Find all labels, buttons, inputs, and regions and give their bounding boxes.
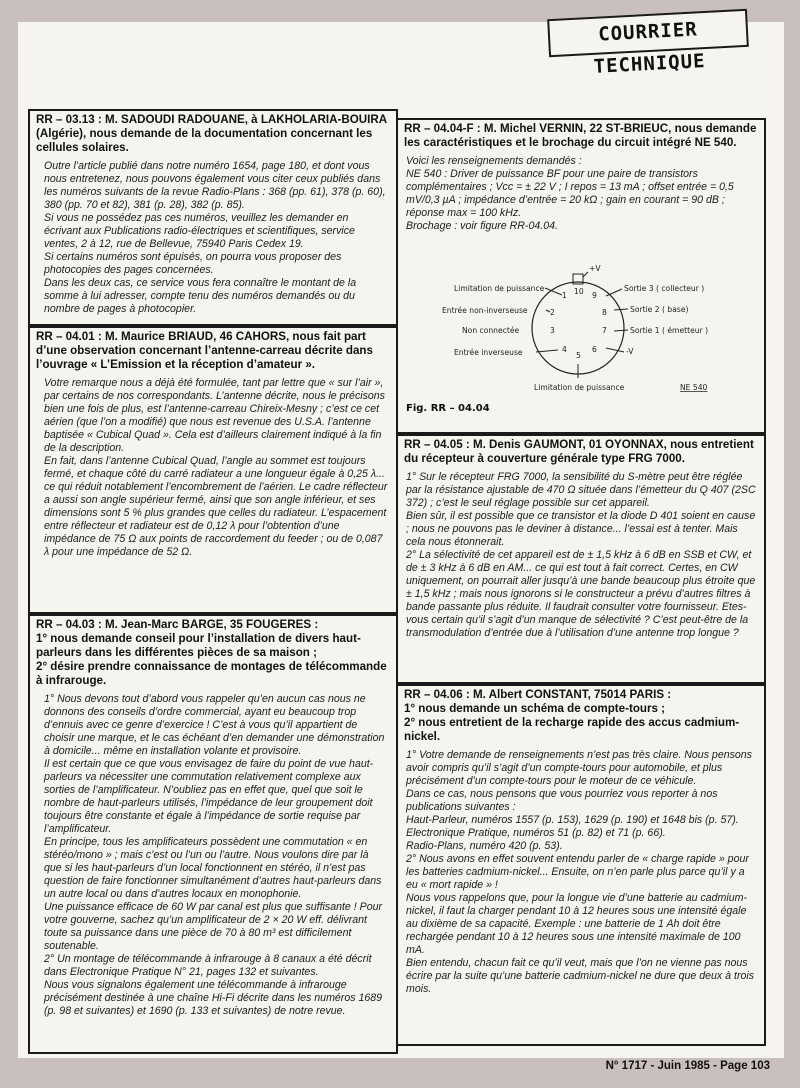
letter-header: RR – 04.06 : M. Albert CONSTANT, 75014 PARIS : 1° nous demande un schéma de compte-tours ; 2° nous entretient de la recharge rapide des accus cadmium-nickel. — [404, 688, 740, 743]
letter-header: RR – 04.03 : M. Jean-Marc BARGE, 35 FOUGERES : 1° nous demande conseil pour l’installation de divers haut-parleurs dans les différentes pièces de sa maison ; 2° désire prendre connaissance de montages de télécommande à infrarouge. — [36, 618, 387, 687]
lead-out1 — [614, 330, 628, 331]
paragraph: Une puissance efficace de 60 W par canal est plus que suffisante ! Pour votre gouverne, sachez qu’un amplificateur de 2 × 20 W eff. délivrant toute sa puissance dans une pièce de 70 à 80 m³ est difficilement soutenable. — [44, 901, 383, 952]
pin-5: 5 — [576, 351, 581, 360]
pin-6: 6 — [592, 345, 597, 354]
pin-8: 8 — [602, 308, 607, 317]
letter-body — [398, 749, 764, 996]
letter-body — [398, 155, 764, 233]
paragraph: 1° Votre demande de renseignements n’est pas très claire. Nous pensons avoir compris qu’il s’agit d’un compte-tours pour automobile, et plus précisément d’un compte-tours pour le moteur de ce véhicule. — [406, 749, 752, 787]
label-output-3: Sortie 3 ( collecteur ) — [624, 284, 705, 293]
lead-out2 — [614, 309, 628, 310]
paragraph: Bien sûr, il est possible que ce transistor et la diode D 401 soient en cause ; nous ne pouvons pas le deviner à distance... l’essai est à tenter. Mais cela nous étonnerait. — [406, 510, 756, 548]
paragraph: Nous vous rappelons que, pour la longue vie d’une batterie au cadmium-nickel, il faut la charger pendant 10 à 12 heures sous une intensité égale au dixième de sa capacité. Exemple : une batterie de 1 Ah doit être rechargée pendant 10 à 12 heures sous une intensité maximale de 100 mA. — [406, 892, 747, 956]
vplus-label: +V — [589, 264, 601, 273]
letter-body — [398, 471, 764, 640]
pin-4: 4 — [562, 345, 567, 354]
label-non-inverting-input: Entrée non-inverseuse — [442, 306, 528, 315]
letter-header: RR – 04.04-F : M. Michel VERNIN, 22 ST-BRIEUC, nous demande les caractéristiques et le brochage du circuit intégré NE 540. — [404, 122, 757, 149]
label-output-2: Sortie 2 ( base) — [630, 305, 689, 314]
letter-rr-04-06 — [396, 684, 766, 1046]
label-limit-bottom: Limitation de puissance — [534, 383, 625, 392]
paragraph: Brochage : voir figure RR-04.04. — [406, 220, 558, 232]
paragraph: Nous vous signalons également une télécommande à infrarouge précisément destinée à une chaîne Hi-Fi décrite dans les numéros 1689 (p. 98 et suivantes) et 1690 (p. 133 et suivantes) de notre revue. — [44, 979, 383, 1017]
label-inverting-input: Entrée inverseuse — [454, 348, 523, 357]
paragraph: Outre l’article publié dans notre numéro 1654, page 180, et dont vous nous entretenez, nous pouvons également vous citer ceux publiés dans les numéros suivants de la revue Radio-Plans : 368 (pp. 61), 378 (p. 60), 380 (pp. 70 et 82), 381 (p. 28), 382 (p. 85). — [44, 160, 386, 211]
paragraph: 2° Nous avons en effet souvent entendu parler de « charge rapide » pour les batteries cadmium-nickel... Ensuite, on n’en parle plus parce qu’il y a eu « mort rapide » ! — [406, 853, 749, 891]
paragraph: Electronique Pratique, numéros 51 (p. 82) et 71 (p. 66). — [406, 827, 666, 839]
paragraph: 2° La sélectivité de cet appareil est de ± 1,5 kHz à 6 dB en SSB et CW, et de ± 3 kHz à 6 dB en AM... ce qui est tout à fait correct. Certes, en CW uniquement, on pourrait aller jusqu’à une bande beaucoup plus étroite que ± 1,5 kHz ; mais nous ignorons si le constructeur a prévu d’autres filtres à bande passante plus réduite. Il faudrait consulter votre fournisseur. Etes-vous certain qu’il s’agit d’un manque de sélectivité ? C’est peut-être de la transmodulation d’entrée due à l’utilisation d’une antenne trop longue ? — [406, 549, 756, 639]
label-output-1: Sortie 1 ( émetteur ) — [630, 326, 709, 335]
lead-vminus — [606, 348, 624, 352]
pin-7: 7 — [602, 326, 607, 335]
lead-out3 — [606, 289, 622, 296]
paragraph: 1° Sur le récepteur FRG 7000, la sensibilité du S-mètre peut être réglée par la résistance ajustable de 470 Ω située dans l’émetteur du Q 407 (2SC 372) ; c’est le seul réglage possible sur cet appareil. — [406, 471, 756, 509]
paragraph: 1° Nous devons tout d’abord vous rappeler qu’en aucun cas nous ne donnons des conseils d’ordre commercial, ayant eu beaucoup trop d’ennuis avec ce genre d’exercice ! C’est à vous qu’il appartient de choisir une marque, et le cas échéant d’en demander une démonstration à domicile... même en installation volante et provisoire. — [44, 693, 385, 757]
chip-name-label: NE 540 — [680, 383, 708, 392]
pin-10: 10 — [574, 287, 584, 296]
paragraph: En principe, tous les amplificateurs possèdent une commutation « en stéréo/mono » ; mais c’est ou l’un ou l’autre. Nous voulons dire par là que si les haut-parleurs d’un local fonctionnent en stéréo, il n’est pas question de faire fonctionner simultanément d’autres haut-parleurs dans un autre local ou dans d’autres locaux en monophonie. — [44, 836, 382, 900]
paragraph: Radio-Plans, numéro 420 (p. 53). — [406, 840, 563, 852]
letter-rr-04-03 — [28, 614, 398, 1054]
letter-header: RR – 04.01 : M. Maurice BRIAUD, 46 CAHORS, nous fait part d’une observation concernant l’antenne-carreau décrite dans l’ouvrage « L’Emission et la réception d’amateur ». — [36, 330, 373, 371]
letter-body — [30, 160, 396, 316]
paragraph: Dans les deux cas, ce service vous fera connaître le montant de la somme à lui adresser, compte tenu des numéros demandés ou du nombre de pages à photocopier. — [44, 277, 357, 315]
letter-rr-04-04 — [396, 118, 766, 434]
pin-9: 9 — [592, 291, 597, 300]
label-limit-top: Limitation de puissance — [454, 284, 545, 293]
letter-body — [30, 377, 396, 559]
figure-caption: Fig. RR – 04.04 — [406, 403, 490, 414]
paragraph: Haut-Parleur, numéros 1557 (p. 153), 1629 (p. 190) et 1648 bis (p. 57). — [406, 814, 739, 826]
paragraph: Il est certain que ce que vous envisagez de faire du point de vue haut-parleurs va nécessiter une commutation relativement complexe aux sorties de l’amplificateur. N’oubliez pas en effet que, quel que soit le nombre de haut-parleurs utilisés, l’impédance de leur groupement doit toujours être constante et égale à l’impédance de sortie requise par l’amplificateur. — [44, 758, 374, 835]
letter-header: RR – 03.13 : M. SADOUDI RADOUANE, à LAKHOLARIA-BOUIRA (Algérie), nous demande de la documentation concernant les cellules solaires. — [36, 113, 387, 154]
letter-rr-03-13 — [28, 109, 398, 326]
pin-3: 3 — [550, 326, 555, 335]
vplus-lead — [583, 272, 588, 277]
lead-inv — [536, 350, 558, 352]
letter-body — [30, 693, 396, 1018]
paragraph: Bien entendu, chacun fait ce qu’il veut, mais que l’on ne vienne pas nous écrire par la suite qu’une batterie cadmium-nickel ne dure que deux à trois mois. — [406, 957, 755, 995]
letter-header: RR – 04.05 : M. Denis GAUMONT, 01 OYONNAX, nous entretient du récepteur à couverture générale type FRG 7000. — [404, 438, 754, 465]
paragraph: Voici les renseignements demandés : — [406, 155, 582, 167]
paragraph: En fait, dans l’antenne Cubical Quad, l’angle au sommet est toujours fermé, et chaque côté du carré radiateur a une longueur égale à 0,25 λ... ce qui réduit notablement l’encombrement de l’aérien. Le cadre réflecteur a aussi son angle supérieur fermé, ainsi que son angle inférieur, et ses dimensions sont 5 % plus grandes que celles du radiateur. L’espacement entre réflecteur et radiateur est de 0,12 λ pour l’obtention d’une impédance de 75 Ω aux points de raccordement du feeder ; ou de 0,087 λ pour une impédance de 52 Ω. — [44, 455, 388, 558]
label-not-connected: Non connectée — [462, 326, 520, 335]
page-footer: N° 1717 - Juin 1985 - Page 103 — [605, 1060, 770, 1072]
letter-rr-04-01 — [28, 326, 398, 614]
paragraph: Si certains numéros sont épuisés, on pourra vous proposer des photocopies des pages concernées. — [44, 251, 342, 276]
paragraph: 2° Un montage de télécommande à infrarouge à 8 canaux a été décrit dans Electronique Pratique N° 21, pages 132 et suivantes. — [44, 953, 372, 978]
section-title-banner: COURRIER TECHNIQUE — [547, 9, 749, 57]
paragraph: NE 540 : Driver de puissance BF pour une paire de transistors complémentaires ; Vcc = ± 22 V ; I repos = 13 mA ; offset entrée = 0,5 mV/0,3 µA ; impédance d’entrée = 20 kΩ ; gain en courant = 90 dB ; réponse max = 100 kHz. — [406, 168, 734, 219]
letter-rr-04-05 — [396, 434, 766, 684]
pin-2: 2 — [550, 308, 555, 317]
paragraph: Si vous ne possédez pas ces numéros, veuillez les demander en écrivant aux Publications radio-électriques et scientifiques, service ventes, 2 à 12, rue de Bellevue, 75940 Paris Cedex 19. — [44, 212, 355, 250]
ne540-pinout-figure — [398, 258, 760, 418]
pin-1: 1 — [562, 291, 567, 300]
vminus-label: -V — [626, 347, 634, 356]
paragraph: Votre remarque nous a déjà été formulée, tant par lettre que « sur l’air », par certains de nos correspondants. L’antenne décrite, nous le précisons bien une fois de plus, est l’antenne-carreau Chireix-Mesny ; c’est ce cet aérien (que l’on a modifié) que nous est revenue des U.S.A. l’antenne baptisée « Cubical Quad ». Cela est d’ailleurs clairement indiqué à la fin de la description. — [44, 377, 385, 454]
paragraph: Dans ce cas, nous pensons que vous pourriez vous reporter à nos publications suivantes : — [406, 788, 718, 813]
